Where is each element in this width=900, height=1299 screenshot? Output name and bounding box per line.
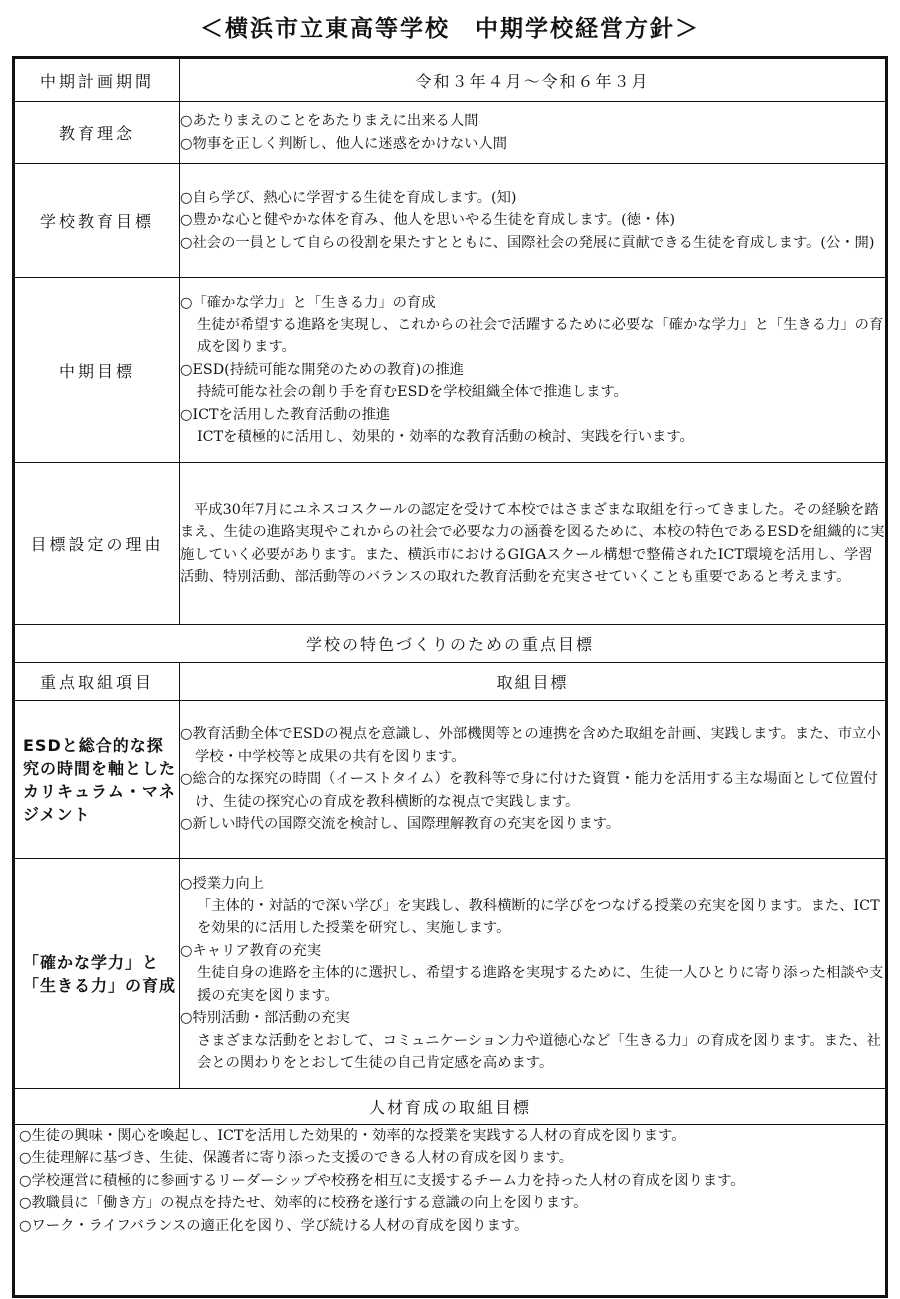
hr-row [14, 1125, 887, 1297]
list-item: ○社会の一員として自らの役割を果たすとともに、国際社会の発展に貢献できる生徒を育成します。(公・開) [180, 234, 875, 251]
reason-row [14, 463, 887, 625]
list-item: ○ワーク・ライフバランスの適正化を図り、学び続ける人材の育成を図ります。 [19, 1217, 529, 1234]
list-item: ○新しい時代の国際交流を検討し、国際理解教育の充実を図ります。 [180, 816, 621, 833]
reason-label: 目標設定の理由 [14, 463, 180, 625]
priority-section-row [14, 625, 887, 663]
school-goal-content [180, 164, 887, 278]
list-item: ○学校運営に積極的に参画するリーダーシップや校務を相互に支援するチーム力を持った人材の育成を図ります。 [19, 1172, 745, 1189]
hr-section-title: 人材育成の取組目標 [14, 1089, 887, 1125]
mid-goal-label: 中期目標 [14, 278, 180, 463]
list-item: ○物事を正しく判断し、他人に迷惑をかけない人間 [180, 135, 508, 152]
list-item-heading: ○「確かな学力」と「生きる力」の育成 [180, 294, 436, 311]
list-item-body: ICTを積極的に活用し、効果的・効率的な教育活動の検討、実践を行います。 [197, 429, 694, 446]
list-item: ○自ら学び、熱心に学習する生徒を育成します。(知) [180, 189, 517, 206]
list-item-heading: ○授業力向上 [180, 875, 264, 892]
list-item-heading: ○ICTを活用した教育活動の推進 [180, 406, 391, 423]
list-item: ○教育活動全体でESDの視点を意識し、外部機関等との連携を含めた取組を計画、実践します。また、市立小学校・中学校等と成果の共有を図ります。 [180, 726, 881, 765]
hr-section-row [14, 1089, 887, 1125]
philosophy-row [14, 102, 887, 164]
period-row [14, 58, 887, 102]
list-item: ○生徒の興味・関心を喚起し、ICTを活用した効果的・効率的な授業を実践する人材の育成を図ります。 [19, 1128, 686, 1144]
list-item-body: 持続可能な社会の創り手を育むESDを学校組織全体で推進します。 [197, 384, 628, 401]
policy-table [12, 56, 888, 1298]
priority-row-label: 「確かな学力」と「生きる力」の育成 [14, 859, 180, 1089]
priority-row-content [180, 859, 887, 1089]
list-item: ○教職員に「働き方」の視点を持たせ、効率的に校務を遂行する意識の向上を図ります。 [19, 1195, 588, 1212]
period-value: 令和３年４月～令和６年３月 [180, 58, 887, 102]
mid-goal-content [180, 278, 887, 463]
philosophy-content [180, 102, 887, 164]
list-item: ○総合的な探究の時間（イーストタイム）を教科等で身に付けた資質・能力を活用する主な場面として位置付け、生徒の探究心の育成を教科横断的な視点で実践します。 [180, 771, 878, 810]
list-item-body: 生徒自身の進路を主体的に選択し、希望する進路を実現するために、生徒一人ひとりに寄り添った相談や支援の充実を図ります。 [197, 965, 884, 1004]
page-title: ＜横浜市立東高等学校 中期学校経営方針＞ [200, 16, 700, 42]
hr-content [14, 1125, 887, 1297]
school-goal-row [14, 164, 887, 278]
reason-content [180, 463, 887, 625]
priority-header-row [14, 663, 887, 701]
period-label: 中期計画期間 [14, 58, 180, 102]
list-item-heading: ○ESD(持続可能な開発のための教育)の推進 [180, 361, 465, 378]
priority-section-title: 学校の特色づくりのための重点目標 [14, 625, 887, 663]
priority-col-header-goal: 取組目標 [180, 663, 887, 701]
list-item-body: 「主体的・対話的で深い学び」を実践し、教科横断的に学びをつなげる授業の充実を図ります。また、ICTを効果的に活用した授業を研究し、実施します。 [197, 898, 880, 937]
list-item-body: 生徒が希望する進路を実現し、これからの社会で活躍するために必要な「確かな学力」と「生きる力」の育成を図ります。 [197, 316, 884, 356]
priority-row-content [180, 701, 887, 859]
reason-text: 平成30年7月にユネスコスクールの認定を受けて本校ではさまざまな取組を行ってきました。その経験を踏まえ、生徒の進路実現やこれからの社会で必要な力の涵養を図るために、本校の特色であるESDを組織的に実施していく必要があります。また、横浜市におけるGIGAスクール構想で整備されたICT環境を活用し、学習活動、特別活動、部活動等のバランスの取れた教育活動を充実させていくことも重要であると考えます。 [180, 501, 885, 585]
mid-goal-row [14, 278, 887, 463]
priority-col-header-item: 重点取組項目 [14, 663, 180, 701]
philosophy-label: 教育理念 [14, 102, 180, 164]
school-goal-label: 学校教育目標 [14, 164, 180, 278]
priority-row-esd [14, 701, 887, 859]
list-item-body: さまざまな活動をとおして、コミュニケーション力や道徳心など「生きる力」の育成を図ります。また、社会との関わりをとおして生徒の自己肯定感を高めます。 [197, 1032, 881, 1071]
priority-row-skills [14, 859, 887, 1089]
list-item: ○生徒理解に基づき、生徒、保護者に寄り添った支援のできる人材の育成を図ります。 [19, 1150, 574, 1167]
list-item-heading: ○キャリア教育の充実 [180, 942, 322, 959]
list-item-heading: ○特別活動・部活動の充実 [180, 1010, 350, 1027]
list-item: ○豊かな心と健やかな体を育み、他人を思いやる生徒を育成します。(徳・体) [180, 212, 676, 229]
list-item: ○あたりまえのことをあたりまえに出来る人間 [180, 113, 479, 130]
priority-row-label: ESDと総合的な探究の時間を軸としたカリキュラム・マネジメント [14, 701, 180, 859]
